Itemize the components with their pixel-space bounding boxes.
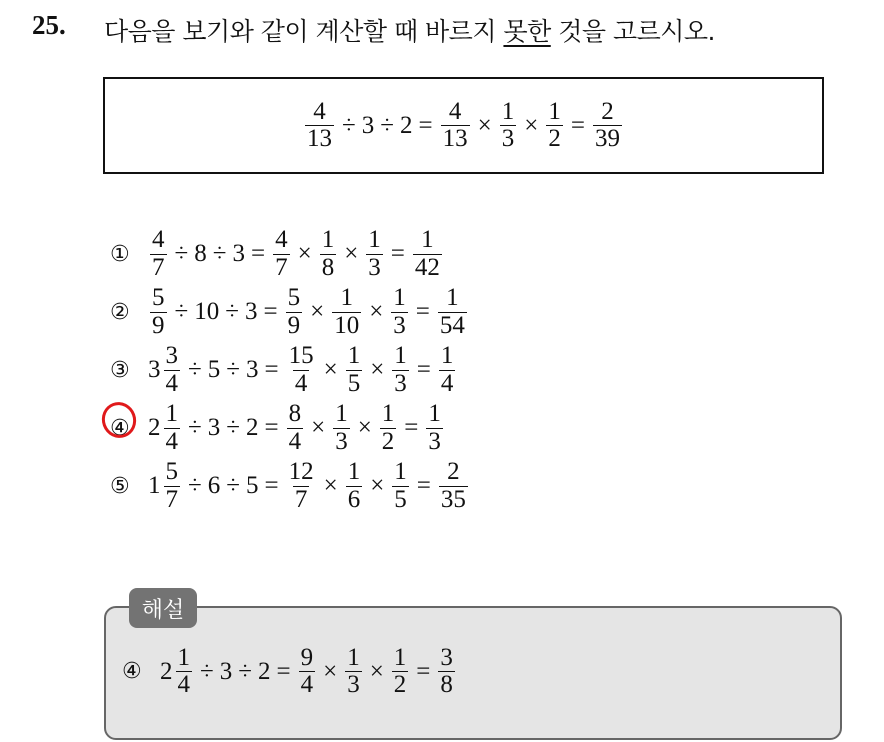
numerator: 1 <box>381 400 395 428</box>
times-sign: × <box>524 111 539 139</box>
divisor: 2 <box>400 111 413 139</box>
equals-sign: = <box>250 240 266 267</box>
choices-list <box>110 225 470 515</box>
times-sign: × <box>369 298 384 325</box>
choice-number: ④ <box>122 659 142 685</box>
numerator: 12 <box>288 458 314 486</box>
denominator: 2 <box>548 125 561 152</box>
numerator: 1 <box>347 458 361 486</box>
fraction <box>438 645 455 699</box>
fraction <box>150 227 167 281</box>
denominator: 42 <box>414 253 440 281</box>
numerator: 4 <box>313 97 326 125</box>
divisor: 8 <box>194 240 207 267</box>
denominator: 3 <box>335 427 348 455</box>
denominator: 3 <box>428 427 441 455</box>
numerator: 3 <box>165 342 178 370</box>
divide-sign: ÷ <box>174 298 189 325</box>
divisor: 3 <box>245 356 259 383</box>
numerator: 1 <box>501 97 515 125</box>
numerator: 1 <box>440 342 454 370</box>
denominator: 4 <box>165 369 178 397</box>
denominator: 8 <box>321 253 335 281</box>
divide-sign: ÷ <box>188 356 202 383</box>
choice-1[interactable] <box>110 225 470 283</box>
choice-number: ② <box>110 299 130 325</box>
numerator: 3 <box>440 644 453 671</box>
fraction <box>391 285 408 339</box>
denominator: 4 <box>440 369 454 397</box>
times-sign: × <box>323 472 338 499</box>
whole-number: 2 <box>160 657 173 685</box>
divisor: 5 <box>207 356 221 383</box>
numerator: 1 <box>347 342 361 370</box>
divisor: 3 <box>219 657 233 685</box>
times-sign: × <box>297 240 312 267</box>
divide-sign: ÷ <box>238 657 252 685</box>
divide-sign: ÷ <box>226 472 240 499</box>
example-expression <box>303 99 624 153</box>
divisor: 6 <box>207 472 221 499</box>
equals-sign: = <box>264 356 279 383</box>
fraction <box>413 227 442 281</box>
fraction <box>439 459 468 513</box>
numerator: 1 <box>340 284 353 312</box>
fraction <box>273 227 290 281</box>
divisor: 5 <box>245 472 259 499</box>
divisor: 10 <box>194 298 220 325</box>
numerator: 4 <box>152 226 165 254</box>
divisor: 2 <box>257 657 271 685</box>
numerator: 1 <box>428 400 441 428</box>
times-sign: × <box>323 356 338 383</box>
fraction <box>287 343 316 397</box>
equals-sign: = <box>264 472 279 499</box>
numerator: 5 <box>165 458 178 486</box>
equals-sign: = <box>263 298 278 325</box>
numerator: 1 <box>335 400 348 428</box>
question-text-underlined: 못한 <box>503 17 551 46</box>
times-sign: × <box>369 657 384 685</box>
fraction <box>392 459 409 513</box>
denominator: 3 <box>347 671 360 699</box>
numerator: 1 <box>393 644 407 671</box>
fraction <box>426 401 443 455</box>
equals-sign: = <box>416 472 431 499</box>
fraction <box>345 645 362 699</box>
times-sign: × <box>323 657 338 685</box>
fraction <box>164 459 181 513</box>
fraction <box>332 285 361 339</box>
fraction <box>392 343 409 397</box>
fraction <box>593 99 622 153</box>
divide-sign: ÷ <box>188 414 202 441</box>
choice-4[interactable] <box>110 399 470 457</box>
numerator: 4 <box>448 97 462 125</box>
numerator: 1 <box>446 284 459 312</box>
equals-sign: = <box>264 414 279 441</box>
choice-expression <box>148 285 469 339</box>
denominator: 7 <box>294 485 308 513</box>
numerator: 2 <box>447 458 460 486</box>
solution-expression <box>122 645 457 699</box>
choice-expression <box>148 227 444 281</box>
times-sign: × <box>477 111 492 139</box>
equals-sign: = <box>404 414 419 441</box>
question-text-after: 것을 고르시오. <box>550 17 715 46</box>
denominator: 4 <box>177 671 190 699</box>
numerator: 8 <box>288 400 302 428</box>
divide-sign: ÷ <box>188 472 202 499</box>
divide-sign: ÷ <box>200 657 214 685</box>
denominator: 39 <box>594 125 620 152</box>
equals-sign: = <box>416 356 431 383</box>
numerator: 2 <box>601 97 614 125</box>
question-number: 25. <box>32 10 66 40</box>
denominator: 4 <box>294 369 308 397</box>
denominator: 13 <box>307 125 333 152</box>
times-sign: × <box>310 298 325 325</box>
denominator: 10 <box>334 311 360 339</box>
denominator: 3 <box>394 369 407 397</box>
fraction <box>150 285 167 339</box>
choice-expression <box>148 401 445 455</box>
times-sign: × <box>344 240 359 267</box>
equals-sign: = <box>276 657 291 685</box>
divisor: 3 <box>361 111 375 139</box>
divide-sign: ÷ <box>212 240 227 267</box>
fraction <box>287 401 304 455</box>
fraction <box>299 645 316 699</box>
denominator: 6 <box>347 485 361 513</box>
fraction <box>305 99 334 153</box>
equals-sign: = <box>570 111 585 139</box>
choice-5[interactable] <box>110 457 470 515</box>
denominator: 5 <box>394 485 407 513</box>
times-sign: × <box>311 414 326 441</box>
fraction <box>380 401 397 455</box>
numerator: 5 <box>152 284 165 312</box>
fraction <box>164 343 181 397</box>
denominator: 4 <box>288 427 302 455</box>
fraction <box>164 401 181 455</box>
divide-sign: ÷ <box>226 414 240 441</box>
divide-sign: ÷ <box>226 356 240 383</box>
equals-sign: = <box>416 657 431 685</box>
equals-sign: = <box>415 298 430 325</box>
numerator: 1 <box>393 284 406 312</box>
denominator: 4 <box>165 427 178 455</box>
denominator: 7 <box>152 253 165 281</box>
numerator: 1 <box>548 97 561 125</box>
choice-expression <box>148 343 457 397</box>
equals-sign: = <box>418 111 433 139</box>
whole-number: 3 <box>148 356 161 383</box>
fraction <box>176 645 193 699</box>
fraction <box>392 645 409 699</box>
fraction <box>366 227 383 281</box>
fraction <box>286 285 303 339</box>
choice-number: ④ <box>110 415 130 441</box>
denominator: 9 <box>152 311 165 339</box>
fraction <box>441 99 470 153</box>
denominator: 5 <box>347 369 361 397</box>
equals-sign: = <box>390 240 405 267</box>
numerator: 1 <box>347 644 360 671</box>
denominator: 3 <box>368 253 381 281</box>
solution-tag: 해설 <box>129 588 197 628</box>
denominator: 13 <box>442 125 468 152</box>
numerator: 15 <box>288 342 314 370</box>
question-text <box>104 12 715 48</box>
divisor: 3 <box>207 414 221 441</box>
numerator: 1 <box>321 226 335 254</box>
fraction <box>346 343 363 397</box>
divisor: 3 <box>232 240 245 267</box>
divide-sign: ÷ <box>174 240 189 267</box>
denominator: 2 <box>381 427 395 455</box>
numerator: 1 <box>177 644 190 671</box>
numerator: 1 <box>165 400 178 428</box>
denominator: 2 <box>393 671 407 699</box>
numerator: 1 <box>394 342 407 370</box>
numerator: 9 <box>300 644 314 671</box>
denominator: 7 <box>275 253 288 281</box>
divisor: 2 <box>245 414 259 441</box>
fraction <box>439 343 456 397</box>
whole-number: 1 <box>148 472 161 499</box>
choice-3[interactable] <box>110 341 470 399</box>
choice-2[interactable] <box>110 283 470 341</box>
divide-sign: ÷ <box>225 298 239 325</box>
denominator: 8 <box>440 671 453 699</box>
denominator: 4 <box>300 671 314 699</box>
fraction <box>346 459 363 513</box>
fraction <box>333 401 350 455</box>
divide-sign: ÷ <box>342 111 356 139</box>
numerator: 5 <box>287 284 301 312</box>
fraction <box>320 227 337 281</box>
divisor: 3 <box>244 298 258 325</box>
choice-number: ⑤ <box>110 473 130 499</box>
denominator: 3 <box>393 311 406 339</box>
whole-number: 2 <box>148 414 161 441</box>
fraction <box>287 459 316 513</box>
denominator: 7 <box>165 485 178 513</box>
times-sign: × <box>357 414 372 441</box>
numerator: 1 <box>368 226 381 254</box>
times-sign: × <box>370 472 385 499</box>
fraction <box>500 99 517 153</box>
fraction <box>546 99 563 153</box>
choice-number: ① <box>110 241 130 267</box>
denominator: 35 <box>440 485 466 513</box>
divide-sign: ÷ <box>380 111 395 139</box>
choice-number: ③ <box>110 357 130 383</box>
numerator: 1 <box>421 226 434 254</box>
fraction <box>438 285 467 339</box>
times-sign: × <box>370 356 385 383</box>
numerator: 1 <box>394 458 407 486</box>
question-text-before: 다음을 보기와 같이 계산할 때 바르지 <box>104 17 504 46</box>
denominator: 3 <box>501 125 515 152</box>
denominator: 54 <box>439 311 465 339</box>
choice-expression <box>148 459 470 513</box>
denominator: 9 <box>287 311 301 339</box>
example-box <box>103 77 824 174</box>
numerator: 4 <box>275 226 288 254</box>
